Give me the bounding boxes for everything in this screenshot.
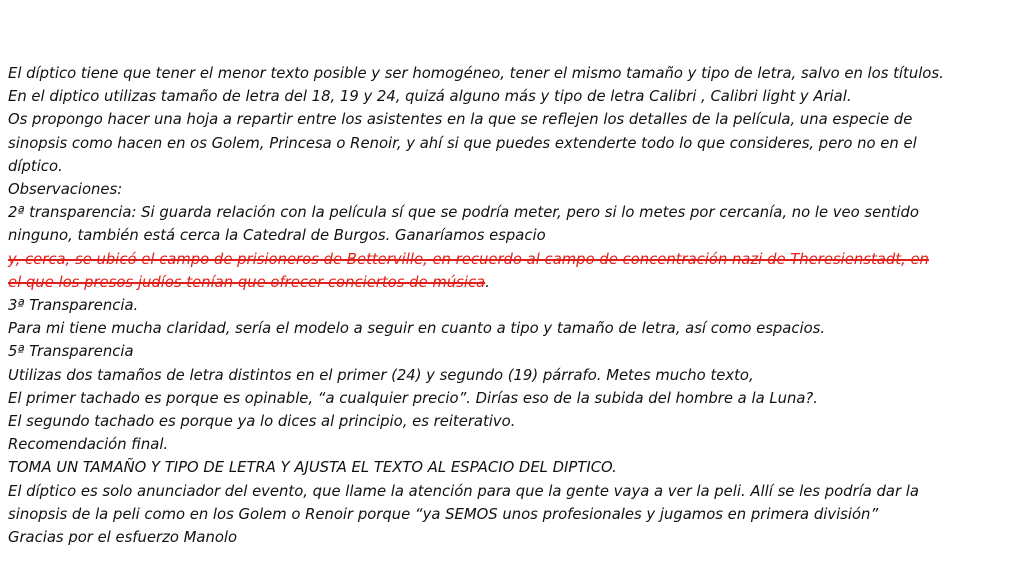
text-line: En el diptico utilizas tamaño de letra del 18, 19 y 24, quizá alguno más y tipo de letra Calibri , Calibri light y Arial. [8,88,852,106]
section-heading-5a-transparencia: 5ª Transparencia [8,343,134,361]
text-line: El díptico es solo anunciador del evento, que llame la atención para que la gente vaya a ver la peli. Allí se les podría dar la [8,482,919,500]
text-line-uppercase: TOMA UN TAMAÑO Y TIPO DE LETRA Y AJUSTA EL TEXTO AL ESPACIO DEL DIPTICO. [8,459,617,477]
section-heading-3a-transparencia: 3ª Transparencia. [8,297,139,315]
text-line: ninguno, también está cerca la Catedral de Burgos. Ganaríamos espacio [8,227,546,245]
text-line: Utilizas dos tamaños de letra distintos en el primer (24) y segundo (19) párrafo. Metes mucho texto, [8,366,754,384]
text-line: El primer tachado es porque es opinable, “a cualquier precio”. Dirías eso de la subida del hombre a la Luna?. [8,389,818,407]
struck-text: y, cerca, se ubicó el campo de prisioneros de Betterville, en recuerdo al campo de concentración nazi de Theresienstadt, en [8,250,929,268]
text-line: Os propongo hacer una hoja a repartir entre los asistentes en la que se reflejen los detalles de la película, una especie de [8,111,913,129]
text-line: díptico. [8,157,63,175]
text-line: El segundo tachado es porque ya lo dices al principio, es reiterativo. [8,413,516,431]
struck-line [8,248,1013,271]
section-heading-observaciones: Observaciones: [8,181,123,199]
feedback-text-body [8,62,1013,549]
struck-text: el que los presos judíos tenían que ofrecer conciertos de música [8,273,486,291]
text-line: 2ª transparencia: Si guarda relación con la película sí que se podría meter, pero si lo metes por cercanía, no le veo sentido [8,204,919,222]
text-line: El díptico tiene que tener el menor texto posible y ser homogéneo, tener el mismo tamaño y tipo de letra, salvo en los títulos. [8,65,944,82]
section-heading-recomendacion: Recomendación final. [8,436,169,454]
signature-line: Gracias por el esfuerzo Manolo [8,529,238,547]
text-line: sinopsis como hacen en os Golem, Princesa o Renoir, y ahí si que puedes extenderte todo lo que consideres, pero no en el [8,134,917,152]
text-line: Para mi tiene mucha claridad, sería el modelo a seguir en cuanto a tipo y tamaño de letra, así como espacios. [8,320,826,338]
struck-line [8,271,1013,294]
struck-suffix: . [485,273,490,291]
text-line: sinopsis de la peli como en los Golem o Renoir porque “ya SEMOS unos profesionales y jugamos en primera división” [8,505,879,523]
